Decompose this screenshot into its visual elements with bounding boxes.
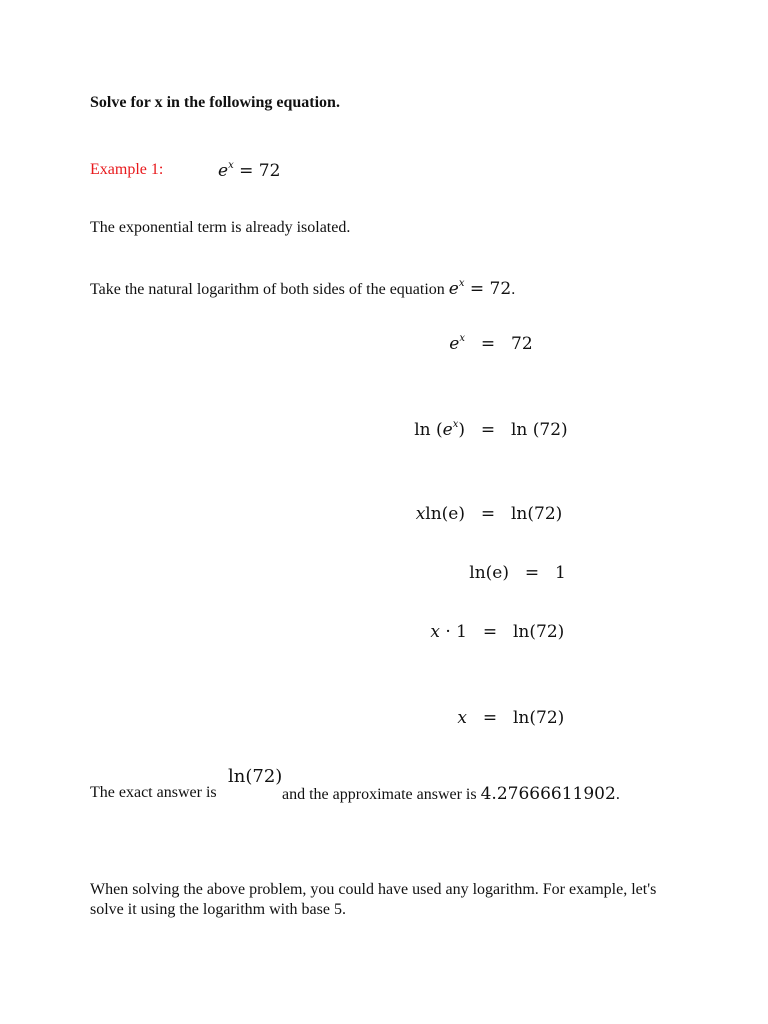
step-2-pre: ln ( [414, 420, 443, 440]
step-1-lhs [300, 333, 465, 354]
step-3 [300, 504, 562, 524]
step-5-rhs: ln(72) [513, 622, 565, 642]
answer-approx-line [282, 784, 620, 804]
step-1-rhs: 72 [511, 334, 533, 354]
step-5-var: x [430, 622, 440, 642]
step-5-op: = [482, 622, 498, 642]
step-6 [300, 708, 564, 728]
step-5-rest: · 1 [439, 622, 467, 642]
step-6-op: = [482, 708, 498, 728]
answer-approx: 4.27666611902 [480, 784, 616, 804]
example-exponent: x [228, 160, 234, 171]
take-log-line [90, 278, 515, 299]
step-3-var: x [415, 504, 426, 524]
step-2-post: ) [458, 420, 465, 440]
step-1 [300, 333, 533, 354]
step-3-lhs [300, 504, 465, 524]
step-1-op: = [480, 334, 496, 354]
answer-exact: ln(72) [228, 766, 283, 787]
step-2-base: e [442, 420, 453, 440]
step-3-op: = [480, 504, 496, 524]
answer-period: . [615, 786, 620, 803]
isolated-note: The exponential term is already isolated. [90, 219, 351, 236]
inline-period: . [511, 281, 516, 298]
step-2-lhs [300, 419, 465, 440]
step-4-lhs: ln(e) [469, 563, 509, 583]
step-2-op: = [480, 420, 496, 440]
example-base: e [218, 161, 229, 181]
step-4-rhs: 1 [555, 563, 566, 583]
step-5 [300, 622, 564, 642]
example-op: = [239, 161, 254, 181]
step-3-rest: ln(e) [425, 504, 465, 524]
answer-middle: and the approximate answer is [282, 786, 477, 803]
example-label: Example 1: [90, 161, 164, 178]
step-1-exponent: x [459, 333, 465, 344]
example-rhs: 72 [258, 161, 281, 181]
answer-prefix: The exact answer is [90, 784, 217, 801]
step-2-exponent: x [452, 419, 459, 430]
step-5-lhs [300, 622, 467, 642]
closing-paragraph: When solving the above problem, you could have used any logarithm. For example, let's solve it using the logarithm with base 5. [90, 881, 657, 918]
step-2-rhs: ln (72) [511, 420, 568, 440]
example-equation [218, 160, 280, 181]
inline-op: = [469, 279, 485, 299]
step-4 [336, 563, 566, 583]
step-4-op: = [524, 563, 540, 583]
page-heading: Solve for x in the following equation. [90, 94, 340, 111]
step-6-var: x [457, 708, 467, 728]
inline-base: e [448, 279, 459, 299]
take-log-text: Take the natural logarithm of both sides of the equation [90, 281, 445, 298]
step-6-lhs [300, 708, 467, 728]
step-3-rhs: ln(72) [511, 504, 563, 524]
step-1-base: e [449, 334, 460, 354]
step-6-rhs: ln(72) [513, 708, 565, 728]
inline-rhs: 72 [489, 279, 512, 299]
inline-equation [449, 279, 511, 299]
inline-exponent: x [458, 278, 465, 289]
step-2 [300, 419, 568, 440]
